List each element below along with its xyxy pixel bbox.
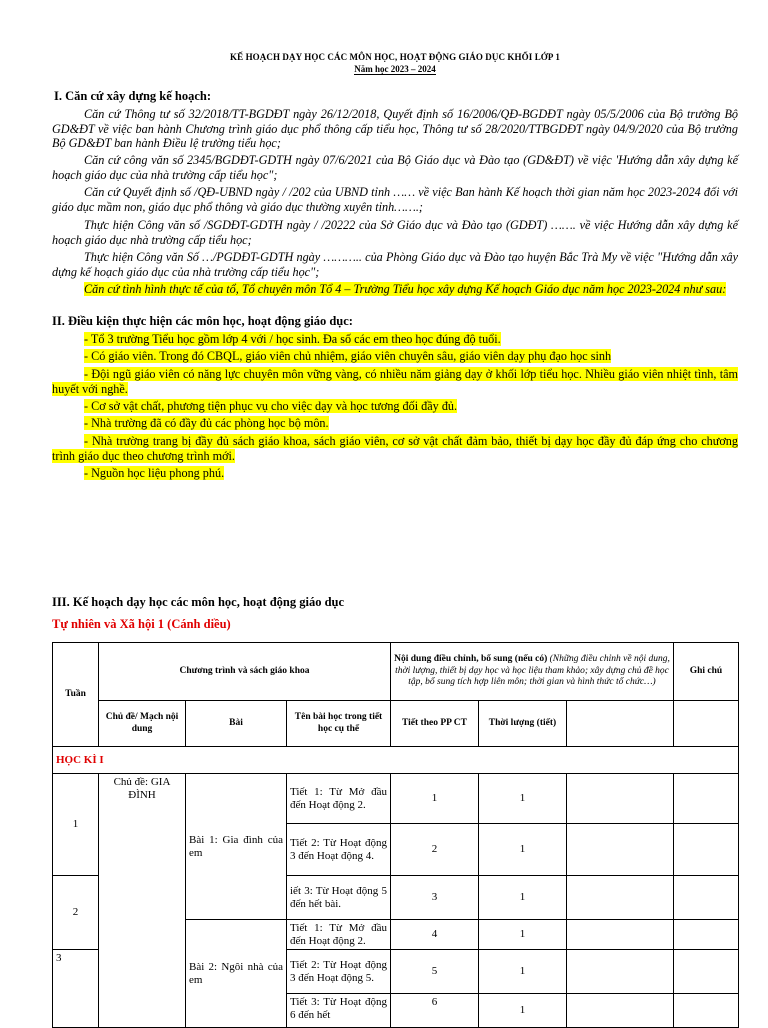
- header-week: Tuần: [53, 643, 99, 747]
- topic-cell: Chủ đề: GIA ĐÌNH: [99, 774, 186, 1028]
- period-name-cell: Tiết 2: Từ Hoạt động 3 đến Hoạt động 4.: [287, 824, 391, 876]
- basis-paragraph-3: Căn cứ Quyết định số /QĐ-UBND ngày / /202 của UBND tỉnh …… về việc Ban hành Kế hoạch thời gian năm học 2023-2024 đối với giáo dục mầm non, giáo dục phổ thông và giáo dục thường xuyên tỉnh…….;: [52, 185, 738, 214]
- duration-cell: 1: [479, 774, 567, 824]
- period-name-cell: Tiết 1: Từ Mở đầu đến Hoạt động 2.: [287, 920, 391, 950]
- basis-paragraph-5: Thực hiện Công văn Số …/PGDĐT-GDTH ngày ……….. của Phòng Giáo dục và Đào tạo huyện Bắc Trà My về việc "Hướng dẫn xây dựng kế hoạch giáo dục của nhà trường cấp tiểu học";: [52, 250, 738, 279]
- lesson-cell: Bài 1: Gia đình của em: [186, 774, 287, 920]
- period-name-cell: Tiết 3: Từ Hoạt động 6 đến hết: [287, 994, 391, 1028]
- period-number-cell: 6: [391, 994, 479, 1028]
- section-3-heading: III. Kế hoạch dạy học các môn học, hoạt động giáo dục: [52, 595, 345, 609]
- section-2-heading: II. Điều kiện thực hiện các môn học, hoạt động giáo dục:: [52, 314, 353, 328]
- section-1-heading: I. Căn cứ xây dựng kế hoạch:: [54, 89, 212, 103]
- period-name-cell: iết 3: Từ Hoạt động 5 đến hết bài.: [287, 876, 391, 920]
- condition-item-5: - Nhà trường đã có đầy đủ các phòng học bộ môn.: [84, 416, 329, 430]
- lesson-cell: Bài 2: Ngôi nhà của em: [186, 920, 287, 1028]
- header-duration: Thời lượng (tiết): [479, 701, 567, 747]
- period-number-cell: 5: [391, 950, 479, 994]
- period-name-cell: Tiết 1: Từ Mở đầu đến Hoạt động 2.: [287, 774, 391, 824]
- header-period-number: Tiết theo PP CT: [391, 701, 479, 747]
- condition-item-1: - Tổ 3 trường Tiểu học gồm lớp 4 với / học sinh. Đa số các em theo học đúng độ tuổi.: [84, 332, 501, 346]
- period-number-cell: 1: [391, 774, 479, 824]
- header-program: Chương trình và sách giáo khoa: [99, 643, 391, 701]
- duration-cell: 1: [479, 876, 567, 920]
- header-note: Ghi chú: [674, 643, 739, 701]
- duration-cell: 1: [479, 920, 567, 950]
- header-topic: Chủ đề/ Mạch nội dung: [99, 701, 186, 747]
- subject-title: Tự nhiên và Xã hội 1 (Cánh diều): [52, 617, 231, 631]
- period-number-cell: 4: [391, 920, 479, 950]
- duration-cell: 1: [479, 950, 567, 994]
- condition-item-7: - Nguồn học liệu phong phú.: [84, 466, 225, 480]
- header-lesson: Bài: [186, 701, 287, 747]
- week-cell: 2: [53, 876, 99, 950]
- header-period-name: Tên bài học trong tiết học cụ thể: [287, 701, 391, 747]
- duration-cell: 1: [479, 824, 567, 876]
- duration-cell: 1: [479, 994, 567, 1028]
- basis-paragraph-2: Căn cứ công văn số 2345/BGDĐT-GDTH ngày 07/6/2021 của Bộ Giáo dục và Đào tạo (GD&ĐT) về việc 'Hướng dẫn xây dựng kế hoạch giáo dục của nhà trường cấp tiểu học";: [52, 153, 738, 182]
- condition-item-2: - Có giáo viên. Trong đó CBQL, giáo viên chủ nhiệm, giáo viên chuyên sâu, giáo viên dạy phụ đạo học sinh: [84, 349, 612, 363]
- basis-paragraph-6: Căn cứ tình hình thực tế của tổ, Tổ chuyên môn Tổ 4 – Trường Tiểu học xây dựng Kế hoạch Giáo dục năm học 2023-2024 như sau:: [84, 282, 727, 296]
- teaching-plan-table: [52, 642, 739, 1028]
- period-number-cell: 2: [391, 824, 479, 876]
- header-adjustment: Nội dung điều chỉnh, bổ sung (nếu có) (Những điều chỉnh về nội dung, thời lượng, thiết bị dạy học và học liệu tham khảo; xây dựng chủ đề học tập, bổ sung tích hợp liên môn; thời gian và hình thức tổ chức…): [391, 643, 674, 701]
- week-cell: 3: [53, 950, 99, 1028]
- period-number-cell: 3: [391, 876, 479, 920]
- condition-item-4: - Cơ sở vật chất, phương tiện phục vụ cho việc dạy và học tương đối đầy đủ.: [84, 399, 458, 413]
- semester-row: HỌC KÌ I: [53, 747, 739, 774]
- period-name-cell: Tiết 2: Từ Hoạt động 3 đến Hoạt động 5.: [287, 950, 391, 994]
- condition-item-3: - Đội ngũ giáo viên có năng lực chuyên môn vững vàng, có nhiều năm giảng dạy ở khối lớp tiểu học. Nhiều giáo viên nhiệt tình, tâm huyết với nghề.: [52, 367, 738, 396]
- document-subtitle: Năm học 2023 – 2024: [354, 64, 436, 74]
- basis-paragraph-4: Thực hiện Công văn số /SGDĐT-GDTH ngày / /20222 của Sở Giáo dục và Đào tạo (GDĐT) ……. về việc Hướng dẫn xây dựng kế hoạch giáo dục nhà trường cấp tiểu học;: [52, 218, 738, 247]
- basis-paragraph-1: Căn cứ Thông tư số 32/2018/TT-BGDĐT ngày 26/12/2018, Quyết định số 16/2006/QĐ-BGDĐT ngày 05/5/2006 của Bộ trưởng Bộ GD&ĐT về việc ban hành Chương trình giáo dục phổ thông cấp tiểu học, Thông tư số 28/2020/TTBGDĐT ngày 04/9/2020 của Bộ trưởng Bộ GD&ĐT ban hành Điều lệ trường tiểu học;: [52, 107, 738, 150]
- condition-item-6: - Nhà trường trang bị đầy đủ sách giáo khoa, sách giáo viên, cơ sở vật chất đảm bảo, thiết bị dạy học đầy đủ đáp ứng cho chương trình giáo dục theo chương trình mới.: [52, 434, 738, 463]
- week-cell: 1: [53, 774, 99, 876]
- document-title: KẾ HOẠCH DẠY HỌC CÁC MÔN HỌC, HOẠT ĐỘNG GIÁO DỤC KHỐI LỚP 1: [230, 52, 560, 62]
